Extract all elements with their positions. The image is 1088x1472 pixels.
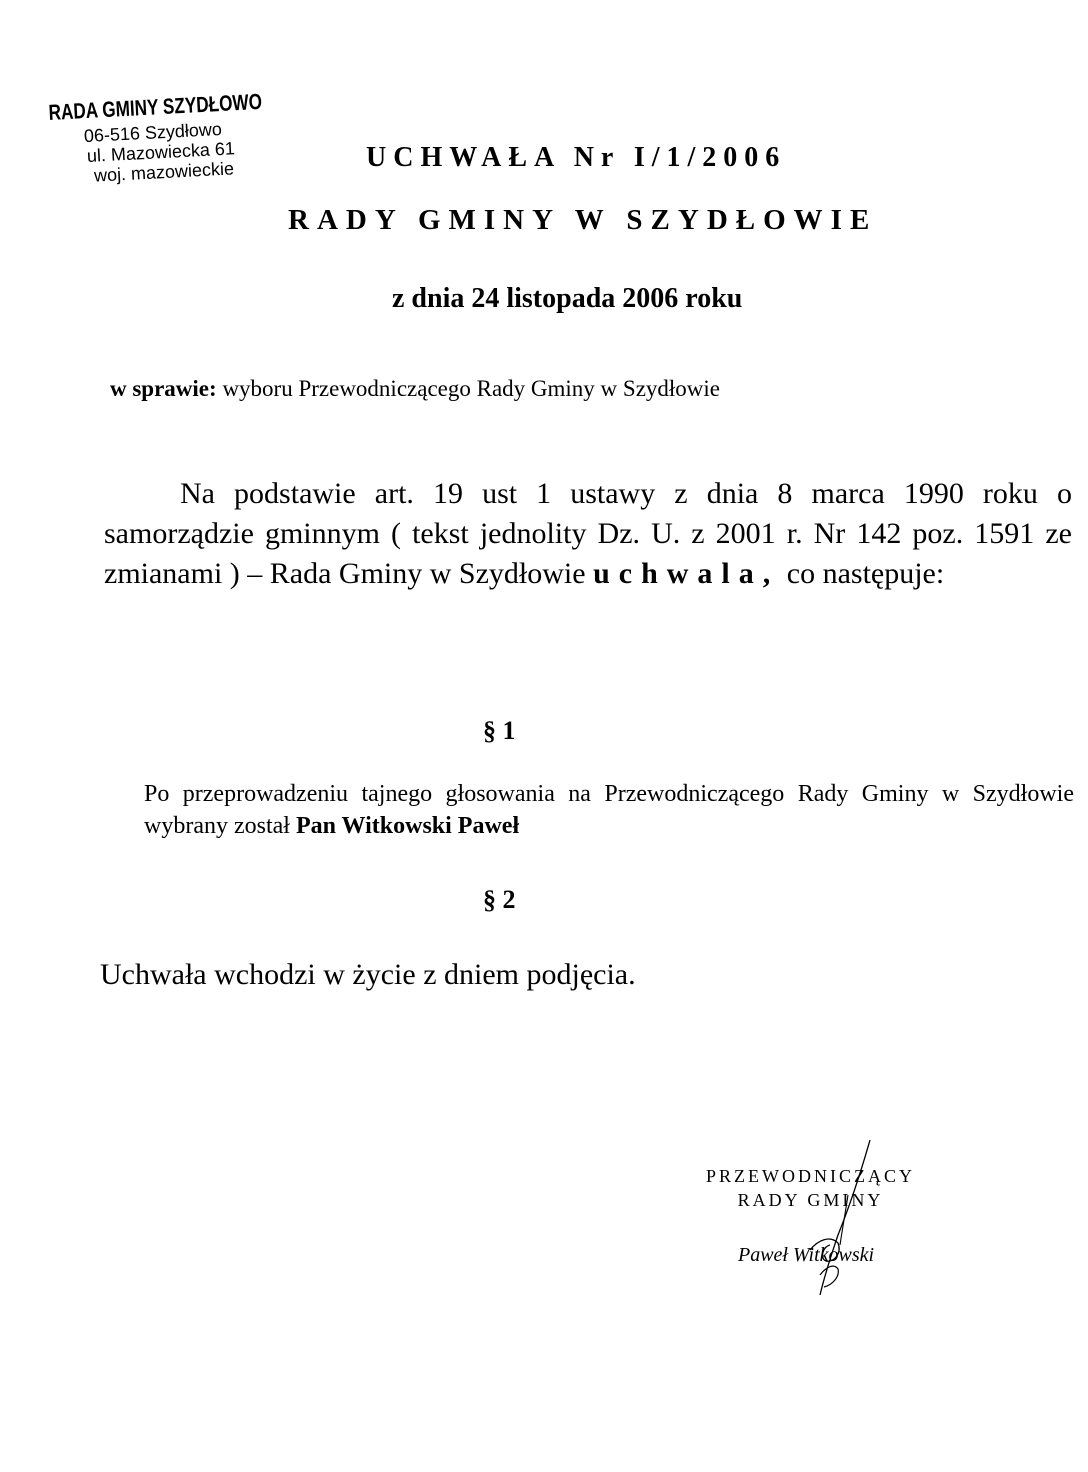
- section-1-text: Po przeprowadzeniu tajnego głosowania na Przewodniczącego Rady Gminy w Szydłowie wybrany został: [144, 781, 1074, 839]
- preamble-text: Na podstawie art. 19 ust 1 ustawy z dnia 8 marca 1990 roku o samorządzie gminnym ( tekst jednolity Dz. U. z 2001 r. Nr 142 poz. 1591 ze zmianami ) – Rada Gminy w Szydłowie: [104, 477, 1072, 590]
- handwritten-signature: [790, 1135, 880, 1305]
- preamble-tail: co następuje:: [786, 557, 945, 590]
- resolution-title: UCHWAŁA Nr I/1/2006: [366, 142, 787, 173]
- resolution-subtitle: RADY GMINY W SZYDŁOWIE: [288, 204, 878, 236]
- section-2-heading: § 2: [483, 885, 516, 914]
- stamp-address-line1: 06-516 Szydłowo: [83, 118, 223, 147]
- preamble-paragraph: [104, 474, 1072, 594]
- signatory-name: Paweł Witkowski: [738, 1244, 875, 1266]
- council-stamp: [48, 86, 326, 188]
- subject-line: [110, 376, 720, 402]
- section-1-heading: § 1: [483, 716, 516, 745]
- resolution-date: z dnia 24 listopada 2006 roku: [392, 283, 743, 314]
- stamp-name: RADA GMINY SZYDŁOWO: [48, 88, 263, 125]
- subject-text: wyboru Przewodniczącego Rady Gminy w Szydłowie: [222, 376, 721, 401]
- section-2-text: Uchwała wchodzi w życie z dniem podjęcia.: [100, 958, 636, 991]
- section-1-paragraph: [144, 778, 1074, 842]
- signature-title-line1: PRZEWODNICZĄCY: [706, 1166, 915, 1186]
- subject-label: w sprawie:: [110, 376, 217, 401]
- preamble-keyword: uchwala,: [593, 557, 780, 590]
- stamp-address-line3: woj. mazowieckie: [93, 158, 235, 186]
- elected-name: Pan Witkowski Paweł: [295, 813, 520, 839]
- stamp-address-line2: ul. Mazowiecka 61: [86, 138, 236, 167]
- signature-title-line2: RADY GMINY: [737, 1190, 884, 1210]
